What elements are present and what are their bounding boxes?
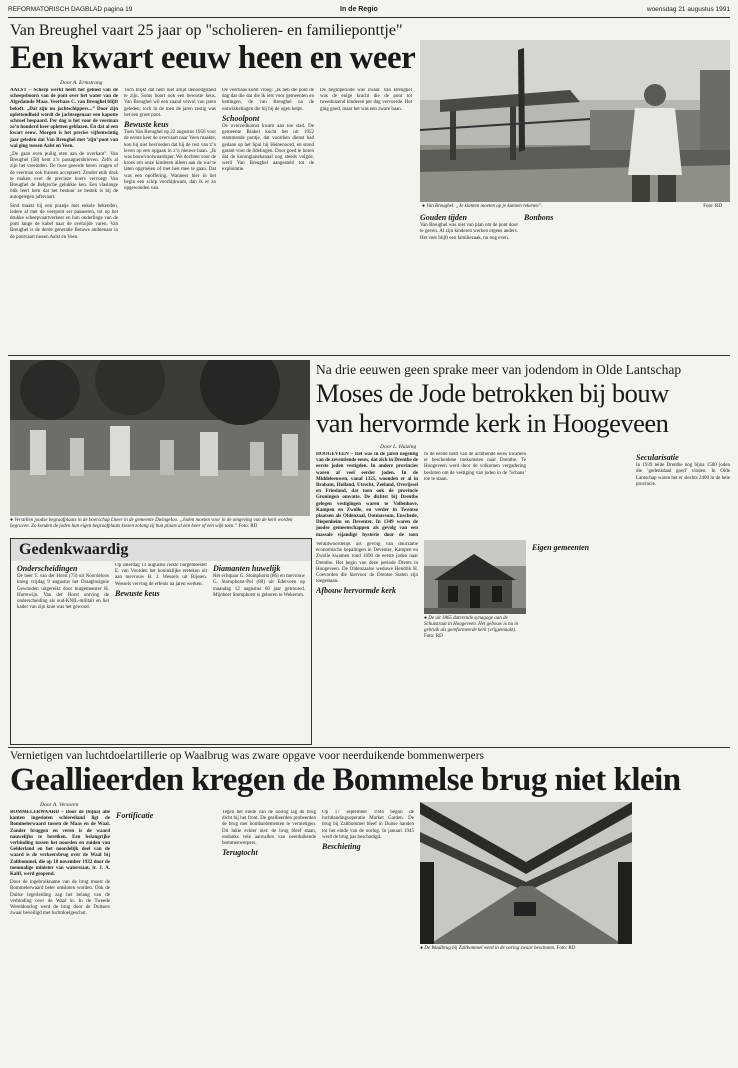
article3-subhead-2: Beschieting	[322, 842, 361, 852]
article1-body-2: Toch blijkt dat hem niet altijd denoodgstand te zijn. Soms hoort ook een bewuste keus. Van Breughel wil een zaand vervul van jaren geleden; toch in de toen de jaren zestig was het een groet pont.	[124, 88, 216, 118]
article2-subhead-1: Secularisatie	[636, 453, 679, 462]
article3-credit: Foto: RD	[556, 946, 576, 951]
article1-byline: Door A. Ermstrang	[60, 80, 103, 86]
article1-col7	[628, 212, 728, 350]
article1-col1	[10, 88, 118, 350]
bridge-photo	[420, 802, 632, 944]
article2-photo-caption-text: Verstillen joodse begraafplaats in de boerschap Lheer in de gemeente Dwingeloo. „Joden moeten voor in de omgeving van de kerk worden begraven. Zo konden de joden hun eigen begraafplaats kiezen zolang zij hun plaats al een boer of een wijk toen.”	[10, 518, 293, 529]
article3-col6	[530, 956, 632, 1060]
ged-col1	[17, 563, 109, 739]
article2-col5	[316, 542, 418, 742]
article2-col6	[532, 542, 630, 742]
synagogue-photo	[424, 540, 526, 614]
article2-kicker: Na drie eeuwen geen sprake meer van jodendom in Olde Lantschap	[316, 362, 682, 377]
article3-col2	[116, 810, 216, 1060]
article2-col1	[316, 452, 418, 538]
article2-subhead-0: Eigen gemeenten	[532, 543, 590, 552]
article1-subhead-0: Bewuste keus	[124, 120, 169, 130]
gedenkwaardig-title: Gedenkwaardig	[19, 541, 129, 558]
article3-col3	[222, 810, 316, 1060]
gedenkwaardig-banner	[11, 539, 311, 561]
synagogue-caption: ● De uit 1865 daterende synagoge aan de Schutstraat in Hoogeveen. Het gebouw is nu in gebruik als gereformeerde kerk (vrijgemaakt). Foto: RD	[424, 616, 519, 639]
article3-col1	[10, 810, 110, 1060]
article1-col6	[524, 212, 622, 350]
article3-caption: ● De Waalbrug bij Zaltbommel werd in de oorlog zwaar beschoten. Foto: RD	[420, 946, 576, 951]
article1-cont-2: De beginperiode was zwaar. Van Breughel was de enige kracht die de pont tot tweeduizend kinderen per dag vervoerde. Het ging goed, maar het was een zware baan.	[320, 88, 412, 112]
article1-subhead-3: Bonbons	[524, 213, 554, 222]
article1-kicker: Van Breughel vaart 25 jaar op "scholieren- en familieponttje"	[10, 22, 403, 39]
graveyard-photo	[10, 360, 310, 516]
synagogue-image	[424, 540, 526, 614]
article2-lead: HOOGEVEEN – Het was in de jaren negentig van de zeventiende eeuw, dat zich in Drenthe de eerste joden vestigden. In andere provincies waren al veel eerder joden. In de Middeleeuwen, vanaf 1325, woonden er al in Brabant, Holland, Utrecht, Zeeland, Overijssel en Friesland, dat toen ook de provincie Groningen omvatte. De dichtst bij Drenthe gelegen vestigingen waren te Vollenhove, Kampen en Zwolle, en verder in Twentse plaatsen als Oldenzaal, Ootmarsum, Enschede, Diepenheim en Deventer. In 1349 waren de joodse gemeenschappen als gevolg van een massale vijandige hysterie door de toen	[316, 452, 418, 538]
ferry-photo	[420, 40, 730, 202]
article3-body-2: Op 17 september 1944 begon de luchtlandingsoperatie Market Garden. De brug bij Zaltbommel bleef in Duitse handen tot het einde van de oorlog. In januari 1945 werd de brug pas beschadigd.	[322, 810, 414, 840]
article3-headline: Geallieerden kregen de Bommelse brug niet klein	[10, 762, 681, 798]
article3-body-1: Tegen het einde van de oorlog lag de brug dicht bij het front. De geallieerden probeerden de brug met bombardementen te vernietigen. Dit lukte echter niet: de brug bleef staan, ondanks vele aanvallen van neerduikende bommenwerpers.	[222, 810, 316, 847]
article3-col4	[322, 810, 414, 1060]
ged-subhead-2: Diamanten huwelijk	[213, 564, 281, 573]
article2-photo-caption: ● Verstillen joodse begraafplaats in de boerschap Lheer in de gemeente Dwingeloo. „Joden moeten voor in de omgeving van de kerk worden begraven. Zo konden de joden hun eigen begraafplaats kiezen zolang zij hun plaats al een boer of een wijk toen.” Foto: RD	[10, 518, 293, 529]
synagogue-credit: Foto: RD	[424, 634, 443, 639]
article2-headline-1: Moses de Jode betrokken bij bouw	[316, 378, 669, 408]
article1-caption-text: Van Breughel: „Je klanten moeten op je kunnen rekenen”.	[426, 204, 543, 209]
article1-col5	[420, 212, 518, 350]
header-section: In de Regio	[340, 6, 378, 13]
ged-body-0: De heer T. van der Horst (73) uit Noordeloos kreeg vrijdag 9 augustus het Draaginsignie Gewonden uitgereikt door burgemeester H. Harrewijn. Van der Horst ontving de onderscheiding als oud-KNIL-militair en liet kader van zijn knie was het gewond.	[17, 574, 109, 611]
article3-col7	[638, 802, 730, 1060]
article2-subhead-2: Afbouw hervormde kerk	[316, 586, 396, 596]
ged-col2	[115, 563, 207, 739]
page-header	[8, 6, 730, 16]
article2-col3	[532, 452, 630, 538]
article1-subhead-2: Gouden tijden	[420, 213, 467, 222]
header-date: woensdag 21 augustus 1991	[646, 6, 730, 13]
article2-byline: Door L. Huizing	[380, 444, 417, 450]
ged-subhead-0: Onderscheidingen	[17, 564, 78, 573]
article2-photo	[10, 360, 310, 516]
article1-col3	[222, 88, 314, 350]
article1-body-1: Sind maakt hij een praatje met enkele bekenden, iedere al met de veerpont ser passeeren, tot op het drukke scheepvaartverkeer en hun onderlinge van de pont lange de kabel naar de overzijde varen. Van Breughel is de derde generatie Betuwe ambtenaar in de pontvaart tussen Aalst en Veen.	[10, 203, 118, 240]
article1-body-3: De veerbaas komt vroeg: „Ik heb die pont de dag dat die dat die ik iets voor gemeenten en kettingen, de van Breughel na de ontwikkelingen die hij bij de ogen helpt.	[222, 88, 314, 112]
article3-subhead-1: Terugtocht	[222, 848, 258, 858]
ged-col3	[213, 563, 305, 739]
article1-col4	[320, 88, 412, 350]
article1-lead: AALST – Scherp werkt heeft het gebied van de scheepsboorn van de pont over het water van de Afgedamde Maas. Veerbaas C. van Breughel blijft bekeft. „Dat zijn nu jachtschippers...” Door zijn oplettendheid wordt de jachtsegenaar een kapotte schroef bespaard. Per dag is het voor de veerman zo’n honderd keer opletten geblazen. En dat al een kwart eeuw. Morgen is het precies vijfentwintig jaar geleden dat Van Breughel met ’zijn’ pont van wal ging tussen Aalst en Veen.	[10, 88, 118, 149]
article2-col2	[424, 452, 526, 538]
article3-lead: BOMMELERWAARD – Door de (bijna) alle kanten ingesloten schiereiland ligt de Bommelerwaard tussen de Maas en de Waal. Zonder bruggen en veren is de waard nauwelijks te bereiken. Een belangrijke verbinding tussen het noorden en zuiden van Gelderland en het noordelijk deel van de waard is de verkeersbrug over de Waal bij Zaltbommel, die op 18 november 1932 door de toenmalige minister van waterstaat, ir. J. A. Kalff, werd geopend.	[10, 810, 110, 878]
article1-caption: ● Van Breughel: „Je klanten moeten op je kunnen rekenen”. Foto: RD	[422, 204, 722, 209]
article2-headline-2: van hervormde kerk in Hoogeveen	[316, 408, 669, 438]
article3-byline: Door A. Versoren	[40, 802, 79, 808]
article1-subhead-1: Schoolpont	[222, 113, 260, 123]
article3-col5	[420, 956, 524, 1060]
article1-headline: Een kwart eeuw heen en weer	[10, 40, 416, 76]
article1-cont-0: Toen Van Breughel op 22 augustus 1956 voor de eerste keer de overvaart naar Veen maakte, kon hij niet bevroeden dat hij de rest van z’n leven op een opgaan in z’n nieuwe baan. „Ik was bouwvoorwaardsper. We dochten voor de kroes om onze kinderen alleen aan de wal te laten opgroeien of met hen mee te gaan. Dat was een opoffering. Wanneer hier in het begin een schip voorbijkwam, dan ik er zo opgewonden van.	[124, 130, 216, 192]
article1-credit: Foto: RD	[703, 204, 722, 209]
ged-body-1: Op zaterdag 13 augustus reikte burgemeester E. van Voorden het koninklijke ereteken uit aan mevrouw B. J. Wessels uit Rijssen. Wessels verving de erfenis na jaren werken.	[115, 563, 207, 587]
gedenkwaardig-box	[10, 538, 312, 745]
article1-col2	[124, 88, 216, 350]
article2-body-1: In de eerste helft van de achttiende eeuw kwamen er bescheidene toekomsten naar Drenthe. Te Hoogeveen werd door de volkomen vergadering besloten om de vestiging van joden in de ’Schans’ toe te staan.	[424, 452, 526, 482]
article1-body-0: „De gaan even puilig eten aan de overkant”. Van Breughel (58) kent z’n passagiersbrieven. Zelfs al zijn het vreemden. De twee geeerde heren vragen of de veerman ook fransen accepteert. Zonder enik druk te maken over de precieze koers vervoegt Van Breughel de Belgische gelukkie ken. Een vlaslange blik leert hem dat het bestuur ze bestek is bij de autogelegen jaftsvaart.	[10, 152, 118, 201]
synagogue-caption-text: De uit 1865 daterende synagoge aan de Schutstraat in Hoogeveen. Het gebouw is nu in gebruik als gereformeerde kerk (vrijgemaakt).	[424, 616, 519, 633]
article3-photo	[420, 802, 632, 944]
article1-cont-3: Van Breughel was niet van plan om de pont door te geven. Al zijn kinderen werken ergens anders. Het veer blijft een familiezaak, nu nog even.	[420, 223, 518, 241]
article3-subhead-0: Fortificatie	[116, 811, 154, 820]
ged-subhead-1: Bewuste keus	[115, 588, 160, 598]
article2-body-2: In 1939 telde Drenthe nog bijna 1500 joden die ’gedenkdaal goed’ vloden. In Olde Lantschap waren het er slechts 2400 in de hele provincie.	[636, 463, 730, 487]
article2-photo-credit: Foto: RD	[238, 524, 258, 529]
article1-photo	[420, 40, 730, 202]
header-paper: REFORMATORISCH DAGBLAD pagina 19	[8, 6, 133, 13]
article2-body-0: Verantwoordelijk als gevolg van duurzame economische bepalingen in Deventer, Kampen en Zwolle kwamen rond 1690 de eerste joden naar Drenthe. Het begin van deze periode Drents in Hoogeveen. De Oldenzaalse weduwe Hendrik H. Coevorden die hiervoor de Drentse Staten zijn toegestaan.	[316, 542, 418, 585]
article3-caption-text: De Waalbrug bij Zaltbommel werd in de oorlog zwaar beschoten.	[424, 946, 556, 951]
article3-kicker: Vernietigen van luchtdoelartillerie op Waalbrug was zware opgave voor neerduikende bommenwerpers	[10, 750, 485, 762]
article3-body-0: Door de ingebruikname van de brug moest de Bommelerwaard beter ontsloten worden. Ook de Duitse legerleiding zag het belang van de verbinding over de Waal in. In de Tweede Wereldoorlog werd de brug door de Duitsers zwaar beveiligd met luchtdoelgeschut.	[10, 880, 110, 917]
ged-body-2: Het echtpaar G. Stomphorst (86) en mevrouw G. Stomphorst-Pol (80) uit Ederveen op maandag 12 augustus 60 jaar getrouwd. Mijnheer Stomphorst is geboren te Wekerom.	[213, 574, 305, 598]
article1-cont-1: De overzodkomst kwam aan toe stad. De gemeente Brakel kocht het uit 1952 stammende pontje, dat voordien dienst had gedaan op het Spui bij Heinenoord, en stond garant voor de lidelingen. Door goed te horen dat de koninginnekanaal nog steeds volgde, werd Van Breughel aangesteld tot de exploitatie.	[222, 124, 314, 173]
